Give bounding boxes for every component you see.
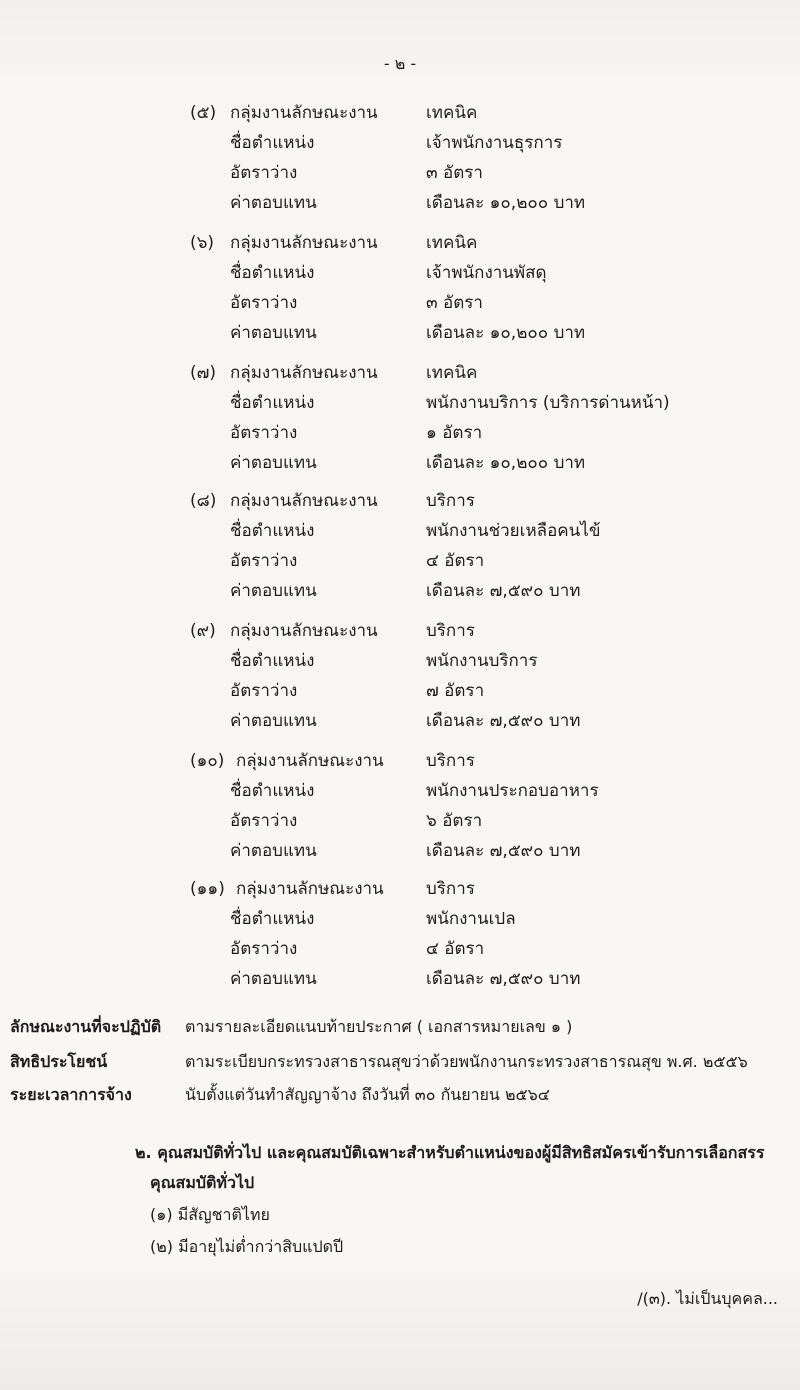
pay-row <box>190 188 750 218</box>
title-label: ชื่อตำแหน่ง <box>230 393 315 413</box>
title-label: ชื่อตำแหน่ง <box>230 521 315 541</box>
pay-value: เดือนละ ๗,๕๙๐ บาท <box>426 969 581 989</box>
vacancy-row <box>190 934 750 964</box>
group-value: บริการ <box>426 491 475 511</box>
title-value: พนักงานช่วยเหลือคนไข้ <box>426 521 601 541</box>
group-label: กลุ่มงานลักษณะงาน <box>230 363 378 383</box>
group-row <box>190 98 750 128</box>
group-row <box>190 616 750 646</box>
title-row <box>190 516 750 546</box>
vacancy-label: อัตราว่าง <box>230 163 298 183</box>
pay-value: เดือนละ ๑๐,๒๐๐ บาท <box>426 193 586 213</box>
pay-label: ค่าตอบแทน <box>230 581 317 601</box>
position-block <box>190 746 750 866</box>
group-label: กลุ่มงานลักษณะงาน <box>230 621 378 641</box>
position-block <box>190 874 750 994</box>
group-row <box>190 358 750 388</box>
vacancy-row <box>190 806 750 836</box>
vacancy-value: ๖ อัตรา <box>426 811 483 831</box>
pay-row <box>190 318 750 348</box>
group-value: เทคนิค <box>426 233 478 253</box>
position-number: (๗) <box>190 363 217 383</box>
group-row <box>190 874 750 904</box>
group-label: กลุ่มงานลักษณะงาน <box>230 103 378 123</box>
vacancy-label: อัตราว่าง <box>230 423 298 443</box>
period-value: นับตั้งแต่วันทำสัญญาจ้าง ถึงวันที่ ๓๐ กันยายน ๒๕๖๔ <box>185 1085 550 1104</box>
title-row <box>190 128 750 158</box>
position-number: (๑๐) <box>190 751 225 771</box>
group-value: เทคนิค <box>426 363 478 383</box>
vacancy-row <box>190 158 750 188</box>
duties-row <box>10 1012 790 1042</box>
benefits-value: ตามระเบียบกระทรวงสาธารณสุขว่าด้วยพนักงานกระทรวงสาธารณสุข พ.ศ. ๒๕๕๖ <box>185 1052 748 1071</box>
vacancy-row <box>190 418 750 448</box>
group-row <box>190 228 750 258</box>
pay-value: เดือนละ ๗,๕๙๐ บาท <box>426 581 581 601</box>
position-block <box>190 358 750 478</box>
title-label: ชื่อตำแหน่ง <box>230 781 315 801</box>
position-number: (๕) <box>190 103 217 123</box>
pay-label: ค่าตอบแทน <box>230 711 317 731</box>
pay-label: ค่าตอบแทน <box>230 193 317 213</box>
group-label: กลุ่มงานลักษณะงาน <box>236 751 384 771</box>
vacancy-value: ๓ อัตรา <box>426 293 483 313</box>
title-value: เจ้าพนักงานพัสดุ <box>426 263 547 283</box>
position-number: (๘) <box>190 491 217 511</box>
title-label: ชื่อตำแหน่ง <box>230 651 315 671</box>
position-number: (๖) <box>190 233 215 253</box>
title-value: พนักงานบริการ (บริการด่านหน้า) <box>426 393 670 413</box>
pay-label: ค่าตอบแทน <box>230 841 317 861</box>
title-label: ชื่อตำแหน่ง <box>230 909 315 929</box>
group-label: กลุ่มงานลักษณะงาน <box>236 879 384 899</box>
qualification-item: (๑) มีสัญชาติไทย <box>150 1205 270 1224</box>
vacancy-row <box>190 288 750 318</box>
pay-label: ค่าตอบแทน <box>230 969 317 989</box>
duties-label: ลักษณะงานที่จะปฏิบัติ <box>10 1017 162 1036</box>
vacancy-label: อัตราว่าง <box>230 551 298 571</box>
group-value: เทคนิค <box>426 103 478 123</box>
title-value: พนักงานบริการ <box>426 651 538 671</box>
pay-row <box>190 836 750 866</box>
position-block <box>190 616 750 736</box>
page-number: - ๒ - <box>383 54 417 73</box>
title-row <box>190 646 750 676</box>
group-label: กลุ่มงานลักษณะงาน <box>230 491 378 511</box>
qualification-item: (๒) มีอายุไม่ต่ำกว่าสิบแปดปี <box>150 1237 344 1256</box>
group-value: บริการ <box>426 751 475 771</box>
position-block <box>190 228 750 348</box>
title-value: เจ้าพนักงานธุรการ <box>426 133 563 153</box>
pay-row <box>190 448 750 478</box>
title-label: ชื่อตำแหน่ง <box>230 263 315 283</box>
vacancy-row <box>190 676 750 706</box>
title-label: ชื่อตำแหน่ง <box>230 133 315 153</box>
pay-label: ค่าตอบแทน <box>230 323 317 343</box>
pay-row <box>190 576 750 606</box>
duties-value: ตามรายละเอียดแนบท้ายประกาศ ( เอกสารหมายเลข ๑ ) <box>185 1017 573 1036</box>
pay-value: เดือนละ ๗,๕๙๐ บาท <box>426 841 581 861</box>
title-value: พนักงานเปล <box>426 909 516 929</box>
vacancy-value: ๑ อัตรา <box>426 423 483 443</box>
position-number: (๙) <box>190 621 216 641</box>
period-row <box>10 1080 790 1110</box>
continuation-note: /(๓). ไม่เป็นบุคคล... <box>637 1289 778 1308</box>
title-row <box>190 258 750 288</box>
group-value: บริการ <box>426 621 475 641</box>
vacancy-value: ๗ อัตรา <box>426 681 485 701</box>
section-heading: ๒. คุณสมบัติทั่วไป และคุณสมบัติเฉพาะสำหรับตำแหน่งของผู้มีสิทธิสมัครเข้ารับการเลือกสรร <box>135 1143 765 1162</box>
position-block <box>190 98 750 218</box>
position-block <box>190 486 750 606</box>
section-subheading: คุณสมบัติทั่วไป <box>150 1173 255 1192</box>
vacancy-row <box>190 546 750 576</box>
pay-value: เดือนละ ๑๐,๒๐๐ บาท <box>426 323 586 343</box>
vacancy-label: อัตราว่าง <box>230 293 298 313</box>
group-value: บริการ <box>426 879 475 899</box>
vacancy-label: อัตราว่าง <box>230 939 298 959</box>
group-row <box>190 486 750 516</box>
pay-value: เดือนละ ๑๐,๒๐๐ บาท <box>426 453 586 473</box>
pay-row <box>190 964 750 994</box>
group-row <box>190 746 750 776</box>
pay-row <box>190 706 750 736</box>
group-label: กลุ่มงานลักษณะงาน <box>230 233 378 253</box>
title-row <box>190 904 750 934</box>
vacancy-value: ๔ อัตรา <box>426 939 485 959</box>
title-value: พนักงานประกอบอาหาร <box>426 781 599 801</box>
vacancy-value: ๔ อัตรา <box>426 551 485 571</box>
vacancy-label: อัตราว่าง <box>230 811 298 831</box>
benefits-row <box>10 1047 790 1077</box>
position-number: (๑๑) <box>190 879 225 899</box>
period-label: ระยะเวลาการจ้าง <box>10 1085 132 1104</box>
pay-label: ค่าตอบแทน <box>230 453 317 473</box>
vacancy-label: อัตราว่าง <box>230 681 298 701</box>
pay-value: เดือนละ ๗,๕๙๐ บาท <box>426 711 581 731</box>
vacancy-value: ๓ อัตรา <box>426 163 483 183</box>
benefits-label: สิทธิประโยชน์ <box>10 1052 108 1071</box>
title-row <box>190 776 750 806</box>
title-row <box>190 388 750 418</box>
